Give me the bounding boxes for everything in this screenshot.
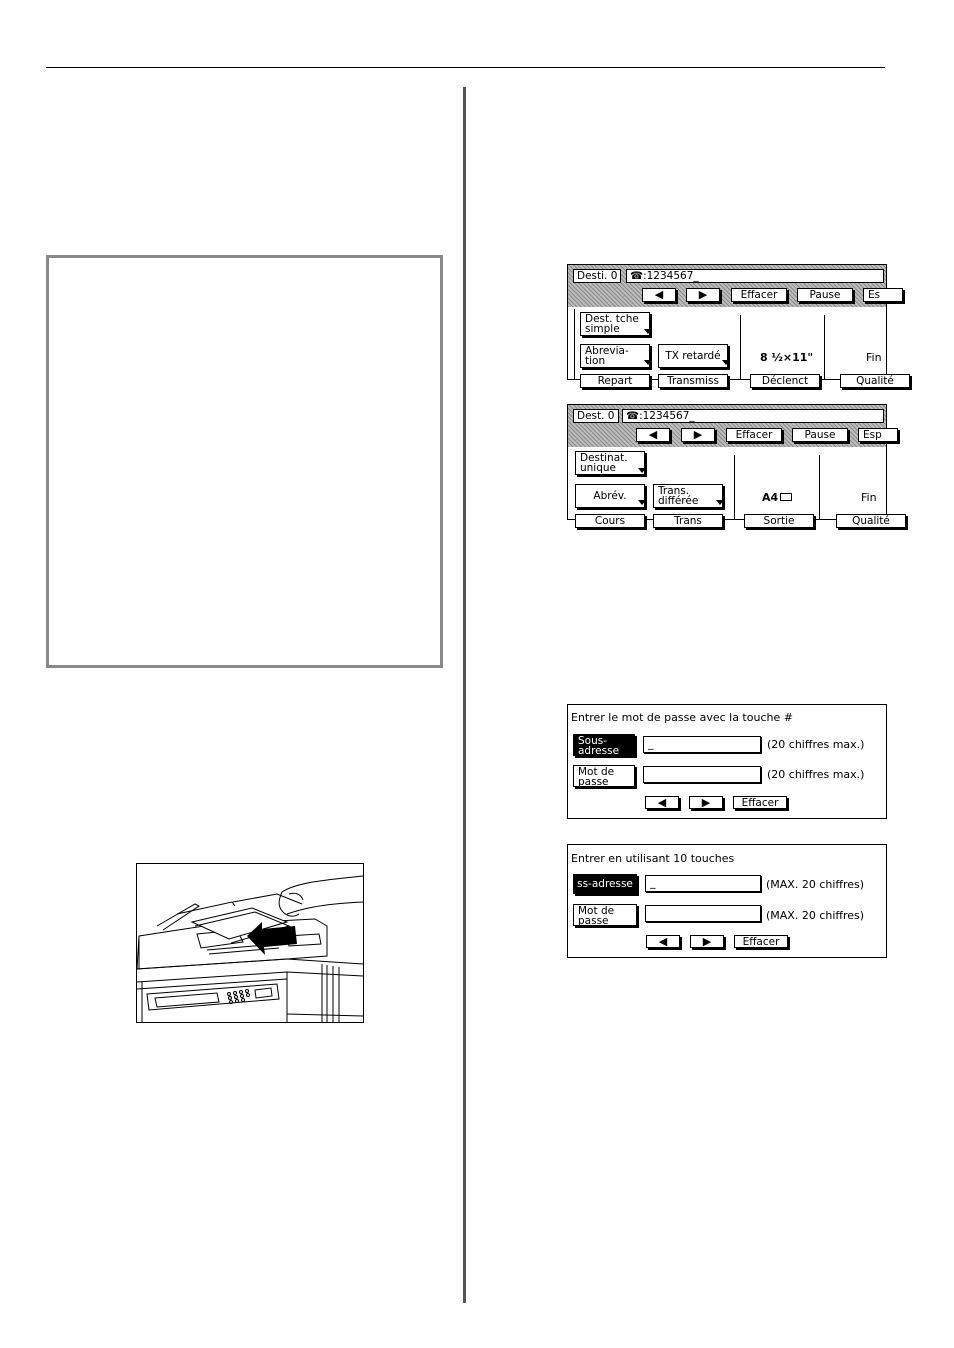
password-hint: (20 chiffres max.): [767, 768, 865, 781]
panel-border: [574, 309, 575, 379]
phone-icon: ☎: [626, 410, 640, 422]
bottom-button-3[interactable]: Sortie: [744, 514, 814, 528]
bottom-button-3[interactable]: Déclenct: [750, 374, 820, 388]
single-dest-label-2: unique: [580, 462, 617, 474]
subaddress-input[interactable]: _: [643, 736, 761, 753]
password-button[interactable]: [573, 904, 637, 926]
column-separator: [819, 455, 820, 519]
single-dest-button[interactable]: [575, 451, 645, 475]
cursor-right-button[interactable]: ▶: [690, 935, 724, 948]
phone-icon: ☎: [630, 270, 644, 282]
subaddress-hint: (MAX. 20 chiffres): [766, 878, 865, 891]
subaddress-hint: (20 chiffres max.): [767, 738, 865, 751]
column-divider: [463, 87, 466, 1303]
delayed-tx-label-1: Trans.: [658, 485, 690, 497]
column-separator: [824, 315, 825, 379]
dial-number: :1234567_: [639, 410, 695, 422]
note-box: [46, 255, 443, 668]
password-panel-1: [567, 704, 887, 819]
bottom-button-4[interactable]: Qualité: [836, 514, 906, 528]
abbreviation-label-2: tion: [585, 355, 606, 367]
subaddress-button[interactable]: [573, 734, 635, 756]
dest-tab[interactable]: Dest. 0: [573, 409, 619, 423]
abbreviation-label-1: Abrevia-: [585, 345, 629, 357]
password-input[interactable]: [645, 905, 761, 922]
space-button[interactable]: Esp: [858, 428, 898, 442]
password-label-2: passe: [578, 915, 609, 927]
abbreviation-button[interactable]: [580, 344, 650, 368]
number-display: [626, 269, 884, 283]
subaddress-button[interactable]: ss-adresse: [573, 874, 637, 894]
resolution-label: Fin: [861, 491, 877, 504]
password-panel-2: [567, 844, 887, 958]
submenu-arrow-icon: [722, 360, 730, 365]
cursor-left-button[interactable]: ◀: [646, 935, 680, 948]
bottom-button-2[interactable]: Transmiss: [658, 374, 728, 388]
submenu-arrow-icon: [638, 500, 646, 505]
panel-heading: Entrer en utilisant 10 touches: [571, 852, 735, 865]
single-dest-label-2: simple: [585, 323, 620, 335]
bottom-button-4[interactable]: Qualité: [840, 374, 910, 388]
delayed-tx-button[interactable]: TX retardé: [658, 344, 728, 368]
password-label-2: passe: [578, 776, 609, 788]
cursor-right-button[interactable]: ▶: [686, 288, 720, 302]
clear-button[interactable]: Effacer: [731, 288, 787, 302]
submenu-arrow-icon: [644, 360, 652, 365]
column-separator: [734, 455, 735, 519]
bottom-button-1[interactable]: Cours: [575, 514, 645, 528]
fax-panel-letter: [567, 264, 894, 387]
cursor-right-button[interactable]: ▶: [681, 428, 715, 442]
paper-size-label: 8 ½×11": [760, 351, 814, 364]
password-label-1: Mot de: [578, 766, 615, 778]
abbreviation-button[interactable]: Abrév.: [575, 484, 645, 508]
cursor-left-button[interactable]: ◀: [642, 288, 676, 302]
cursor-left-button[interactable]: ◀: [636, 428, 670, 442]
cursor-left-button[interactable]: ◀: [645, 796, 679, 809]
paper-size-label: [762, 491, 792, 504]
subaddress-label-2: adresse: [578, 745, 620, 757]
document-feeder-illustration: [136, 863, 364, 1023]
single-dest-button[interactable]: [580, 312, 650, 336]
delayed-tx-label-2: différée: [658, 495, 699, 507]
header-rule: [46, 67, 885, 68]
cursor-right-button[interactable]: ▶: [689, 796, 723, 809]
delayed-tx-button[interactable]: [653, 484, 723, 508]
panel-heading: Entrer le mot de passe avec la touche #: [571, 711, 793, 724]
password-input[interactable]: [643, 766, 761, 783]
paper-size-text: A4: [762, 491, 779, 504]
bottom-button-1[interactable]: Repart: [580, 374, 650, 388]
pause-button[interactable]: Pause: [797, 288, 853, 302]
submenu-arrow-icon: [638, 468, 646, 473]
clear-button[interactable]: Effacer: [726, 428, 782, 442]
dial-number: :1234567_: [643, 270, 699, 282]
bottom-button-2[interactable]: Trans: [653, 514, 723, 528]
password-label-1: Mot de: [578, 905, 615, 917]
submenu-arrow-icon: [716, 500, 724, 505]
pause-button[interactable]: Pause: [792, 428, 848, 442]
fax-panel-a4: [567, 404, 890, 527]
dest-tab[interactable]: Desti. 0: [573, 269, 621, 283]
submenu-arrow-icon: [644, 329, 652, 334]
subaddress-label-1: Sous-: [578, 735, 608, 747]
password-button[interactable]: [573, 765, 635, 787]
single-dest-label-1: Destinat.: [580, 452, 628, 464]
subaddress-input[interactable]: _: [645, 875, 761, 892]
clear-button[interactable]: Effacer: [733, 796, 787, 809]
space-button[interactable]: Es: [863, 288, 903, 302]
number-display: [622, 409, 884, 423]
column-separator: [740, 315, 741, 379]
clear-button[interactable]: Effacer: [734, 935, 788, 948]
resolution-label: Fin: [866, 351, 882, 364]
single-dest-label-1: Dest. tche: [585, 313, 639, 325]
password-hint: (MAX. 20 chiffres): [766, 909, 865, 922]
paper-orientation-icon: [780, 493, 792, 501]
copier-drawing: [137, 864, 363, 1022]
